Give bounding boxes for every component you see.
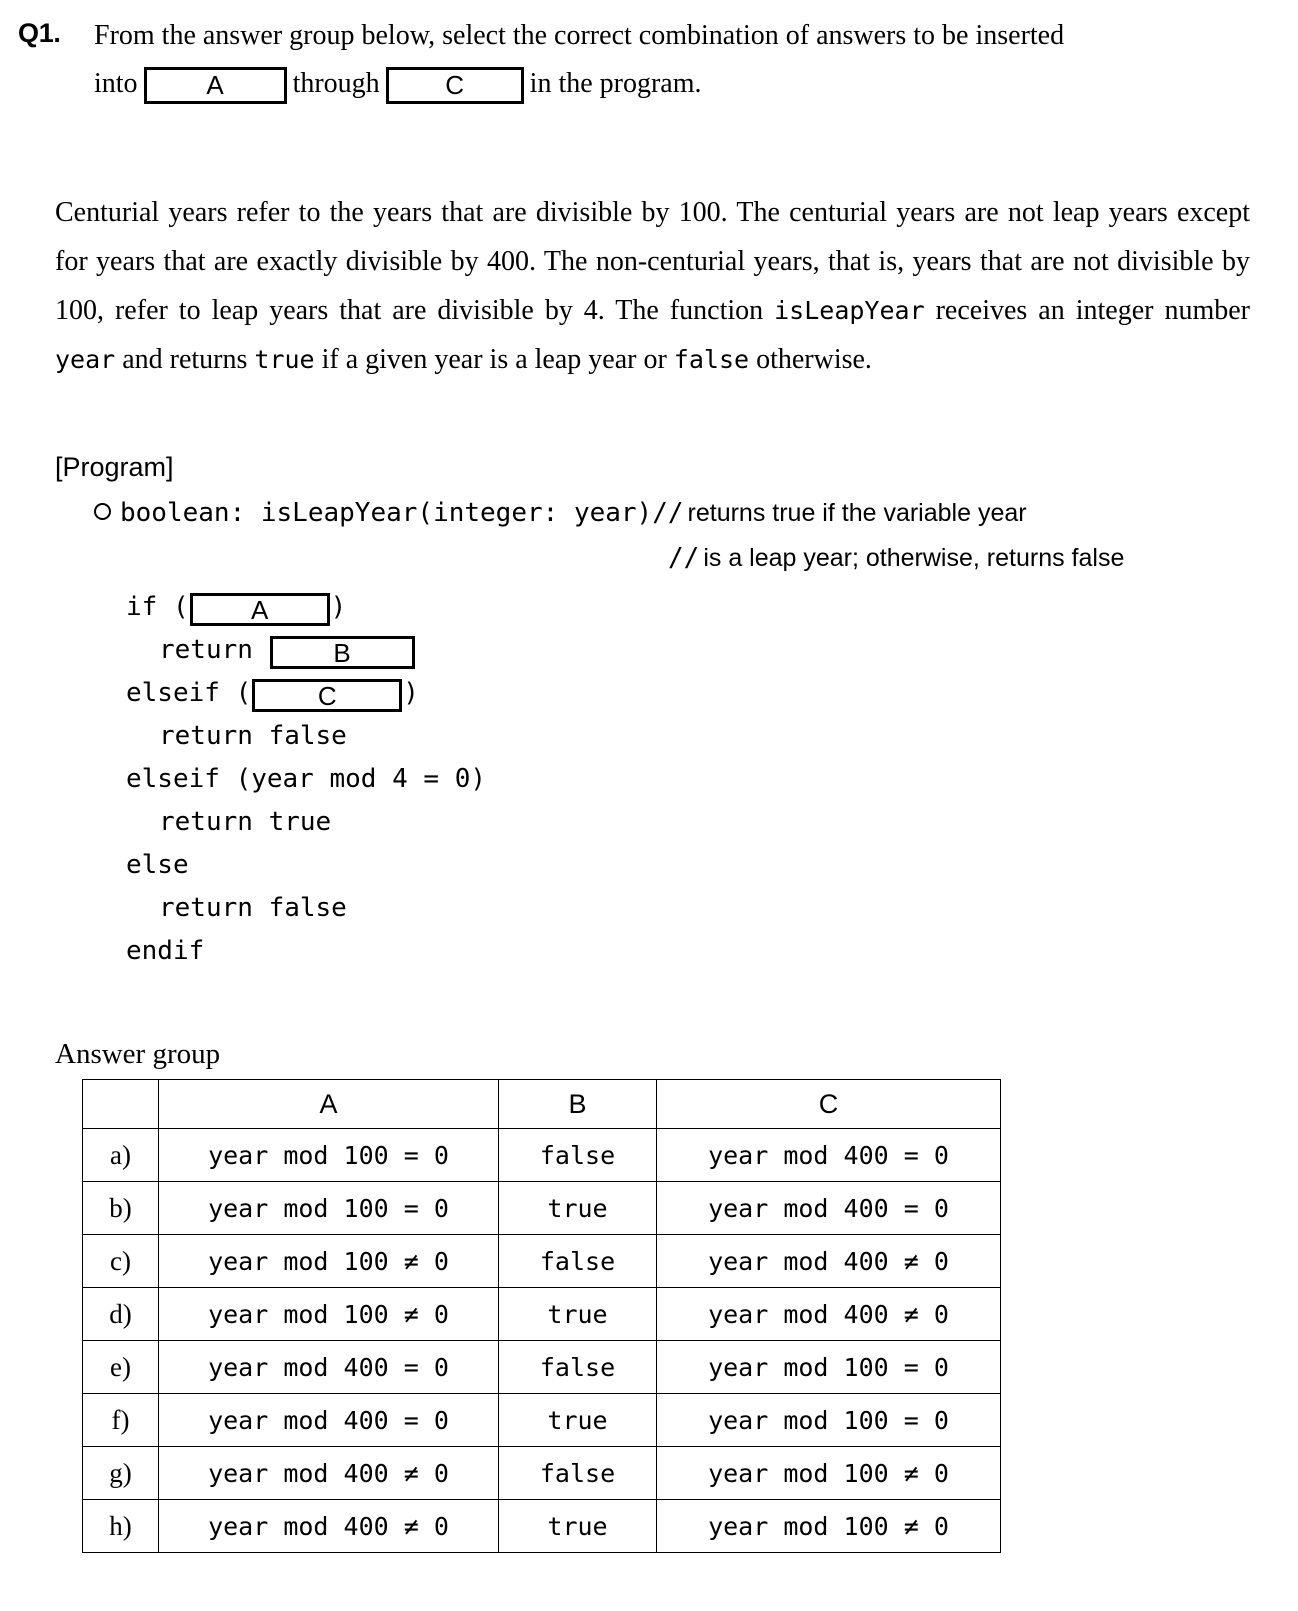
circle-marker-icon — [94, 503, 111, 520]
code-term-isleapyear: isLeapYear — [774, 296, 925, 325]
table-row[interactable] — [83, 1447, 1001, 1500]
option-value-a: year mod 100 ≠ 0 — [159, 1235, 499, 1288]
code-keyword-elseif: elseif ( — [126, 678, 252, 708]
code-line-elseif-mod4: elseif (year mod 4 = 0) — [126, 764, 487, 794]
code-keyword-return-b: return — [159, 635, 253, 665]
answer-box-a-code[interactable]: A — [190, 593, 330, 626]
code-paren-close-elseif: ) — [403, 678, 419, 708]
code-line-endif: endif — [126, 936, 205, 966]
pseudocode-block — [126, 586, 486, 973]
code-paren-close-if: ) — [330, 592, 347, 622]
function-comment-line2 — [668, 543, 1124, 573]
code-line-return-b — [126, 629, 486, 672]
table-row[interactable] — [83, 1341, 1001, 1394]
option-label: d) — [83, 1288, 159, 1341]
option-value-b: true — [499, 1288, 657, 1341]
code-term-false: false — [673, 345, 750, 374]
answer-box-b-code[interactable]: B — [270, 636, 415, 669]
function-signature: boolean: isLeapYear(integer: year) — [120, 498, 653, 528]
code-line-else: else — [126, 850, 189, 880]
question-prompt-line1: From the answer group below, select the correct combination of answers to be inserted — [94, 20, 1065, 51]
option-value-c: year mod 400 ≠ 0 — [657, 1235, 1001, 1288]
option-value-c: year mod 100 = 0 — [657, 1341, 1001, 1394]
table-row[interactable] — [83, 1500, 1001, 1553]
description-paragraph — [55, 188, 1250, 384]
option-label: f) — [83, 1394, 159, 1447]
code-line-return-false-2: return false — [159, 893, 347, 923]
code-keyword-if: if ( — [126, 592, 189, 622]
question-header — [18, 12, 1268, 108]
function-signature-line — [94, 498, 1027, 528]
option-value-c: year mod 100 ≠ 0 — [657, 1500, 1001, 1553]
option-value-b: false — [499, 1235, 657, 1288]
option-value-b: true — [499, 1394, 657, 1447]
table-row[interactable] — [83, 1129, 1001, 1182]
option-value-a: year mod 400 = 0 — [159, 1341, 499, 1394]
option-value-b: true — [499, 1500, 657, 1553]
option-value-c: year mod 400 = 0 — [657, 1129, 1001, 1182]
table-row[interactable] — [83, 1394, 1001, 1447]
table-header-blank — [83, 1080, 159, 1129]
code-line-return-false-1: return false — [159, 721, 347, 751]
option-label: e) — [83, 1341, 159, 1394]
option-value-b: false — [499, 1341, 657, 1394]
option-label: a) — [83, 1129, 159, 1182]
question-prompt-inprogram: in the program. — [529, 68, 702, 99]
option-value-a: year mod 100 = 0 — [159, 1182, 499, 1235]
signature-comment-1: returns true if the variable year — [687, 499, 1027, 527]
comment-marker-2: // — [668, 543, 700, 573]
table-header-c: C — [657, 1080, 1001, 1129]
question-prompt — [94, 12, 1268, 108]
answer-box-c-header[interactable]: C — [386, 67, 524, 104]
table-header-a: A — [159, 1080, 499, 1129]
option-value-c: year mod 400 ≠ 0 — [657, 1288, 1001, 1341]
option-value-a: year mod 400 ≠ 0 — [159, 1447, 499, 1500]
answer-box-c-code[interactable]: C — [252, 679, 402, 712]
answer-group-table — [82, 1079, 1001, 1553]
option-value-c: year mod 400 = 0 — [657, 1182, 1001, 1235]
question-prompt-through: through — [292, 68, 380, 99]
code-term-year: year — [55, 345, 116, 374]
option-label: c) — [83, 1235, 159, 1288]
comment-marker-1: // — [652, 498, 684, 528]
question-prompt-line2 — [94, 60, 1268, 108]
answer-group-label: Answer group — [55, 1038, 221, 1070]
code-line-elseif-c — [126, 672, 486, 715]
option-value-a: year mod 400 ≠ 0 — [159, 1500, 499, 1553]
option-label: h) — [83, 1500, 159, 1553]
table-row[interactable] — [83, 1182, 1001, 1235]
option-value-a: year mod 100 = 0 — [159, 1129, 499, 1182]
answer-box-a-header[interactable]: A — [144, 67, 287, 104]
table-header-b: B — [499, 1080, 657, 1129]
table-header-row — [83, 1080, 1001, 1129]
option-value-b: false — [499, 1447, 657, 1500]
description-part2: receives an integer number — [924, 295, 1250, 326]
description-part3: and returns — [115, 344, 255, 375]
option-value-a: year mod 400 = 0 — [159, 1394, 499, 1447]
code-line-if — [126, 586, 486, 629]
option-value-b: false — [499, 1129, 657, 1182]
signature-comment-2: is a leap year; otherwise, returns false — [703, 544, 1125, 572]
description-part1: Centurial years refer to the years that are divisible by 100. The centurial years are not leap years except for years that are exactly divisible by 400. The non-centurial years, that is, years that are not divisible by 100, refer to leap years that are divisible by 4. The function — [55, 197, 1250, 326]
option-label: b) — [83, 1182, 159, 1235]
table-row[interactable] — [83, 1235, 1001, 1288]
option-value-c: year mod 100 ≠ 0 — [657, 1447, 1001, 1500]
code-term-true: true — [254, 345, 315, 374]
program-label: [Program] — [55, 452, 174, 482]
question-prompt-into: into — [94, 68, 138, 99]
question-number: Q1. — [18, 18, 61, 48]
option-value-c: year mod 100 = 0 — [657, 1394, 1001, 1447]
code-line-return-true: return true — [159, 807, 332, 837]
table-row[interactable] — [83, 1288, 1001, 1341]
option-label: g) — [83, 1447, 159, 1500]
option-value-a: year mod 100 ≠ 0 — [159, 1288, 499, 1341]
description-part4: if a given year is a leap year or — [314, 344, 674, 375]
description-part5: otherwise. — [749, 344, 872, 375]
option-value-b: true — [499, 1182, 657, 1235]
